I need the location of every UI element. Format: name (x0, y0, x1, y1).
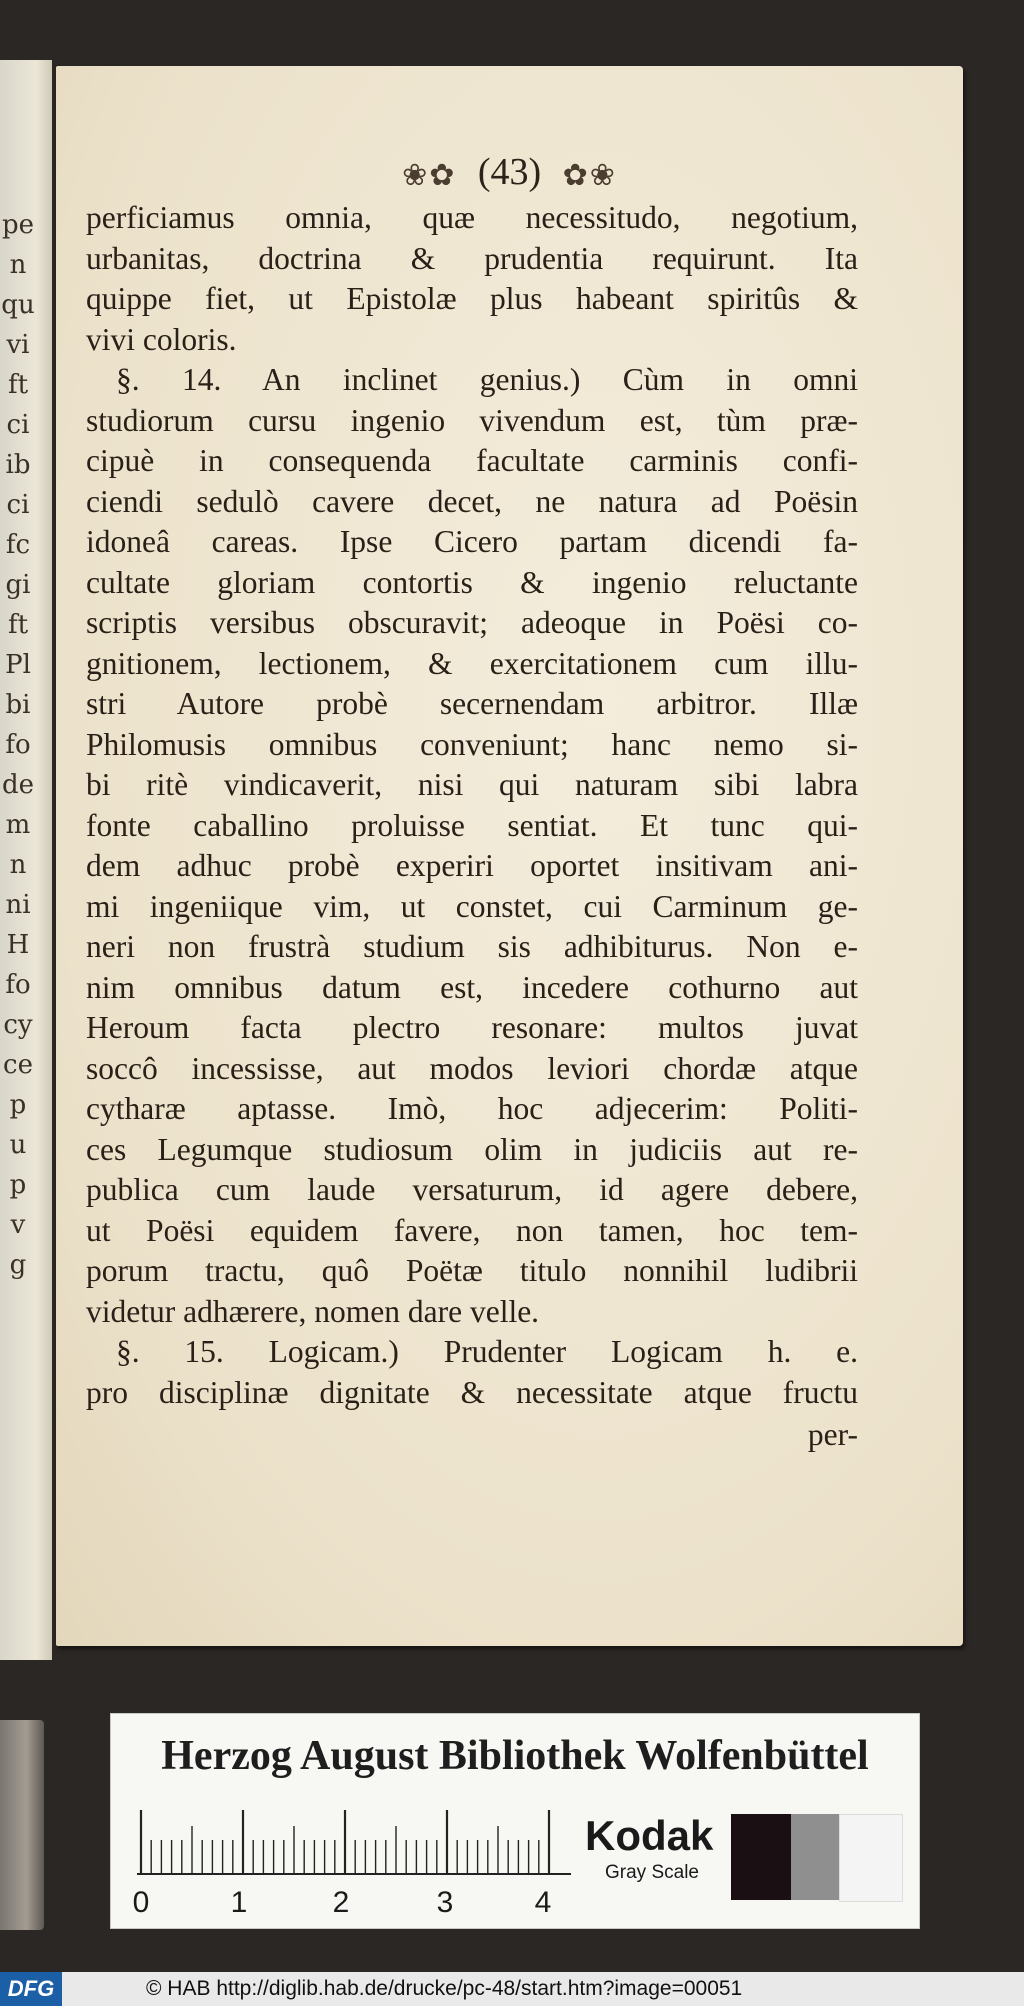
text-line: soccô incessisse, aut modos leviori chordæ atque (86, 1050, 858, 1086)
text-line: §. 14. An inclinet genius.) Cùm in omni (116, 362, 858, 397)
left-page-fragment: n (9, 850, 27, 880)
left-page-fragment: ci (6, 410, 30, 440)
left-page-fragment: p (9, 1170, 27, 1200)
left-page-fragment: ft (7, 370, 29, 400)
left-page-fragment: p (9, 1090, 27, 1120)
scale-label: 1 (230, 1886, 248, 1919)
footer-bar (0, 1972, 1024, 2006)
left-page-fragment: fo (5, 970, 31, 1000)
left-page-fragment: g (9, 1250, 27, 1280)
text-line: ut Poësi equidem favere, non tamen, hoc tem- (86, 1212, 858, 1248)
left-page-fragment: ft (7, 610, 29, 640)
text-line: studiorum cursu ingenio vivendum est, tùm præ- (86, 402, 858, 438)
white-swatch (839, 1814, 903, 1902)
ornament-left-icon: ❀✿ (402, 158, 457, 192)
left-page-fragment: ib (5, 450, 31, 480)
page-header (56, 150, 963, 194)
text-line: publica cum laude versaturum, id agere debere, (86, 1172, 858, 1207)
scale-label: 3 (436, 1886, 454, 1919)
text-line: Heroum facta plectro resonare: multos juvat (86, 1010, 858, 1045)
left-card-edge (0, 1720, 44, 1930)
page-text (86, 198, 858, 1456)
text-line: idoneâ careas. Ipse Cicero partam dicendi fa- (86, 524, 858, 559)
left-page-fragment: fc (5, 530, 31, 560)
text-line: perficiamus omnia, quæ necessitudo, negotium, (86, 200, 858, 235)
text-line: Philomusis omnibus conveniunt; hanc nemo si- (86, 726, 858, 762)
text-line: videtur adhærere, nomen dare velle. (86, 1293, 540, 1329)
text-line: fonte caballino proluisse sentiat. Et tunc qui- (86, 807, 858, 843)
left-page-fragment: v (10, 1210, 26, 1240)
scale-label: 2 (332, 1886, 350, 1919)
text-line: cipuè in consequenda facultate carminis confi- (86, 443, 858, 478)
text-line: neri non frustrà studium sis adhibiturus. Non e- (86, 929, 858, 964)
left-page-fragment: vi (6, 330, 30, 360)
text-line: quippe fiet, ut Epistolæ plus habeant spiritûs & (86, 281, 858, 316)
text-line: scriptis versibus obscuravit; adeoque in Poësi co- (86, 605, 858, 640)
left-page-fragment: bi (5, 690, 31, 720)
left-page-fragment: n (9, 250, 27, 280)
dfg-logo[interactable]: DFG (0, 1972, 62, 2006)
color-calibration-card (110, 1713, 920, 1929)
scale-label: 4 (534, 1886, 552, 1919)
left-page-fragment: ci (6, 490, 30, 520)
left-page-fragment: u (9, 1130, 27, 1160)
text-line: ciendi sedulò cavere decet, ne natura ad Poësin (86, 483, 858, 519)
left-page-fragment: Pl (5, 650, 31, 680)
gray-scale-label: Gray Scale (605, 1862, 699, 1883)
scale-ruler (137, 1810, 571, 1876)
left-page-fragment: gi (5, 570, 31, 600)
left-page-fragment: ce (3, 1050, 33, 1080)
text-line: pro disciplinæ dignitate & necessitate atque fructu (86, 1374, 858, 1410)
left-page-fragment: de (1, 770, 35, 800)
left-adjacent-page (0, 60, 52, 1660)
text-line: §. 15. Logicam.) Prudenter Logicam h. e. (116, 1334, 858, 1369)
text-line: dem adhuc probè experiri oportet insitivam ani- (86, 848, 858, 883)
text-line: vivi coloris. (86, 321, 237, 357)
black-swatch (731, 1814, 791, 1900)
text-line: cytharæ aptasse. Imò, hoc adjecerim: Politi- (86, 1091, 858, 1126)
text-line: cultate gloriam contortis & ingenio reluctante (86, 564, 858, 600)
left-page-fragment: pe (1, 210, 35, 240)
text-line: mi ingeniique vim, ut constet, cui Carminum ge- (86, 888, 858, 924)
left-page-fragment: fo (5, 730, 31, 760)
scale-label: 0 (132, 1886, 150, 1919)
left-page-fragment: qu (1, 290, 35, 320)
left-page-fragment: H (6, 930, 30, 960)
left-page-fragment: ni (5, 890, 31, 920)
copyright-link[interactable]: © HAB http://diglib.hab.de/drucke/pc-48/start.htm?image=00051 (146, 1977, 743, 2000)
kodak-logo: Kodak (585, 1812, 714, 1859)
ornament-right-icon: ✿❀ (562, 158, 617, 192)
text-line: urbanitas, doctrina & prudentia requirunt. Ita (86, 240, 858, 276)
text-line: gnitionem, lectionem, & exercitationem cum illu- (86, 645, 858, 681)
text-line: ces Legumque studiosum olim in judiciis aut re- (86, 1131, 858, 1167)
left-page-fragment: m (5, 810, 31, 840)
page-number: (43) (477, 151, 542, 193)
text-line: porum tractu, quô Poëtæ titulo nonnihil ludibrii (86, 1253, 858, 1288)
text-line: nim omnibus datum est, incedere cothurno aut (86, 969, 858, 1005)
text-line: bi ritè vindicaverit, nisi qui naturam sibi labra (86, 767, 858, 802)
card-title: Herzog August Bibliothek Wolfenbüttel (161, 1733, 869, 1779)
catchword: per- (807, 1417, 858, 1452)
book-page (56, 66, 963, 1646)
gray-swatch (791, 1814, 839, 1900)
left-page-fragment: cy (3, 1010, 33, 1040)
text-line: stri Autore probè secernendam arbitror. Illæ (86, 686, 858, 721)
